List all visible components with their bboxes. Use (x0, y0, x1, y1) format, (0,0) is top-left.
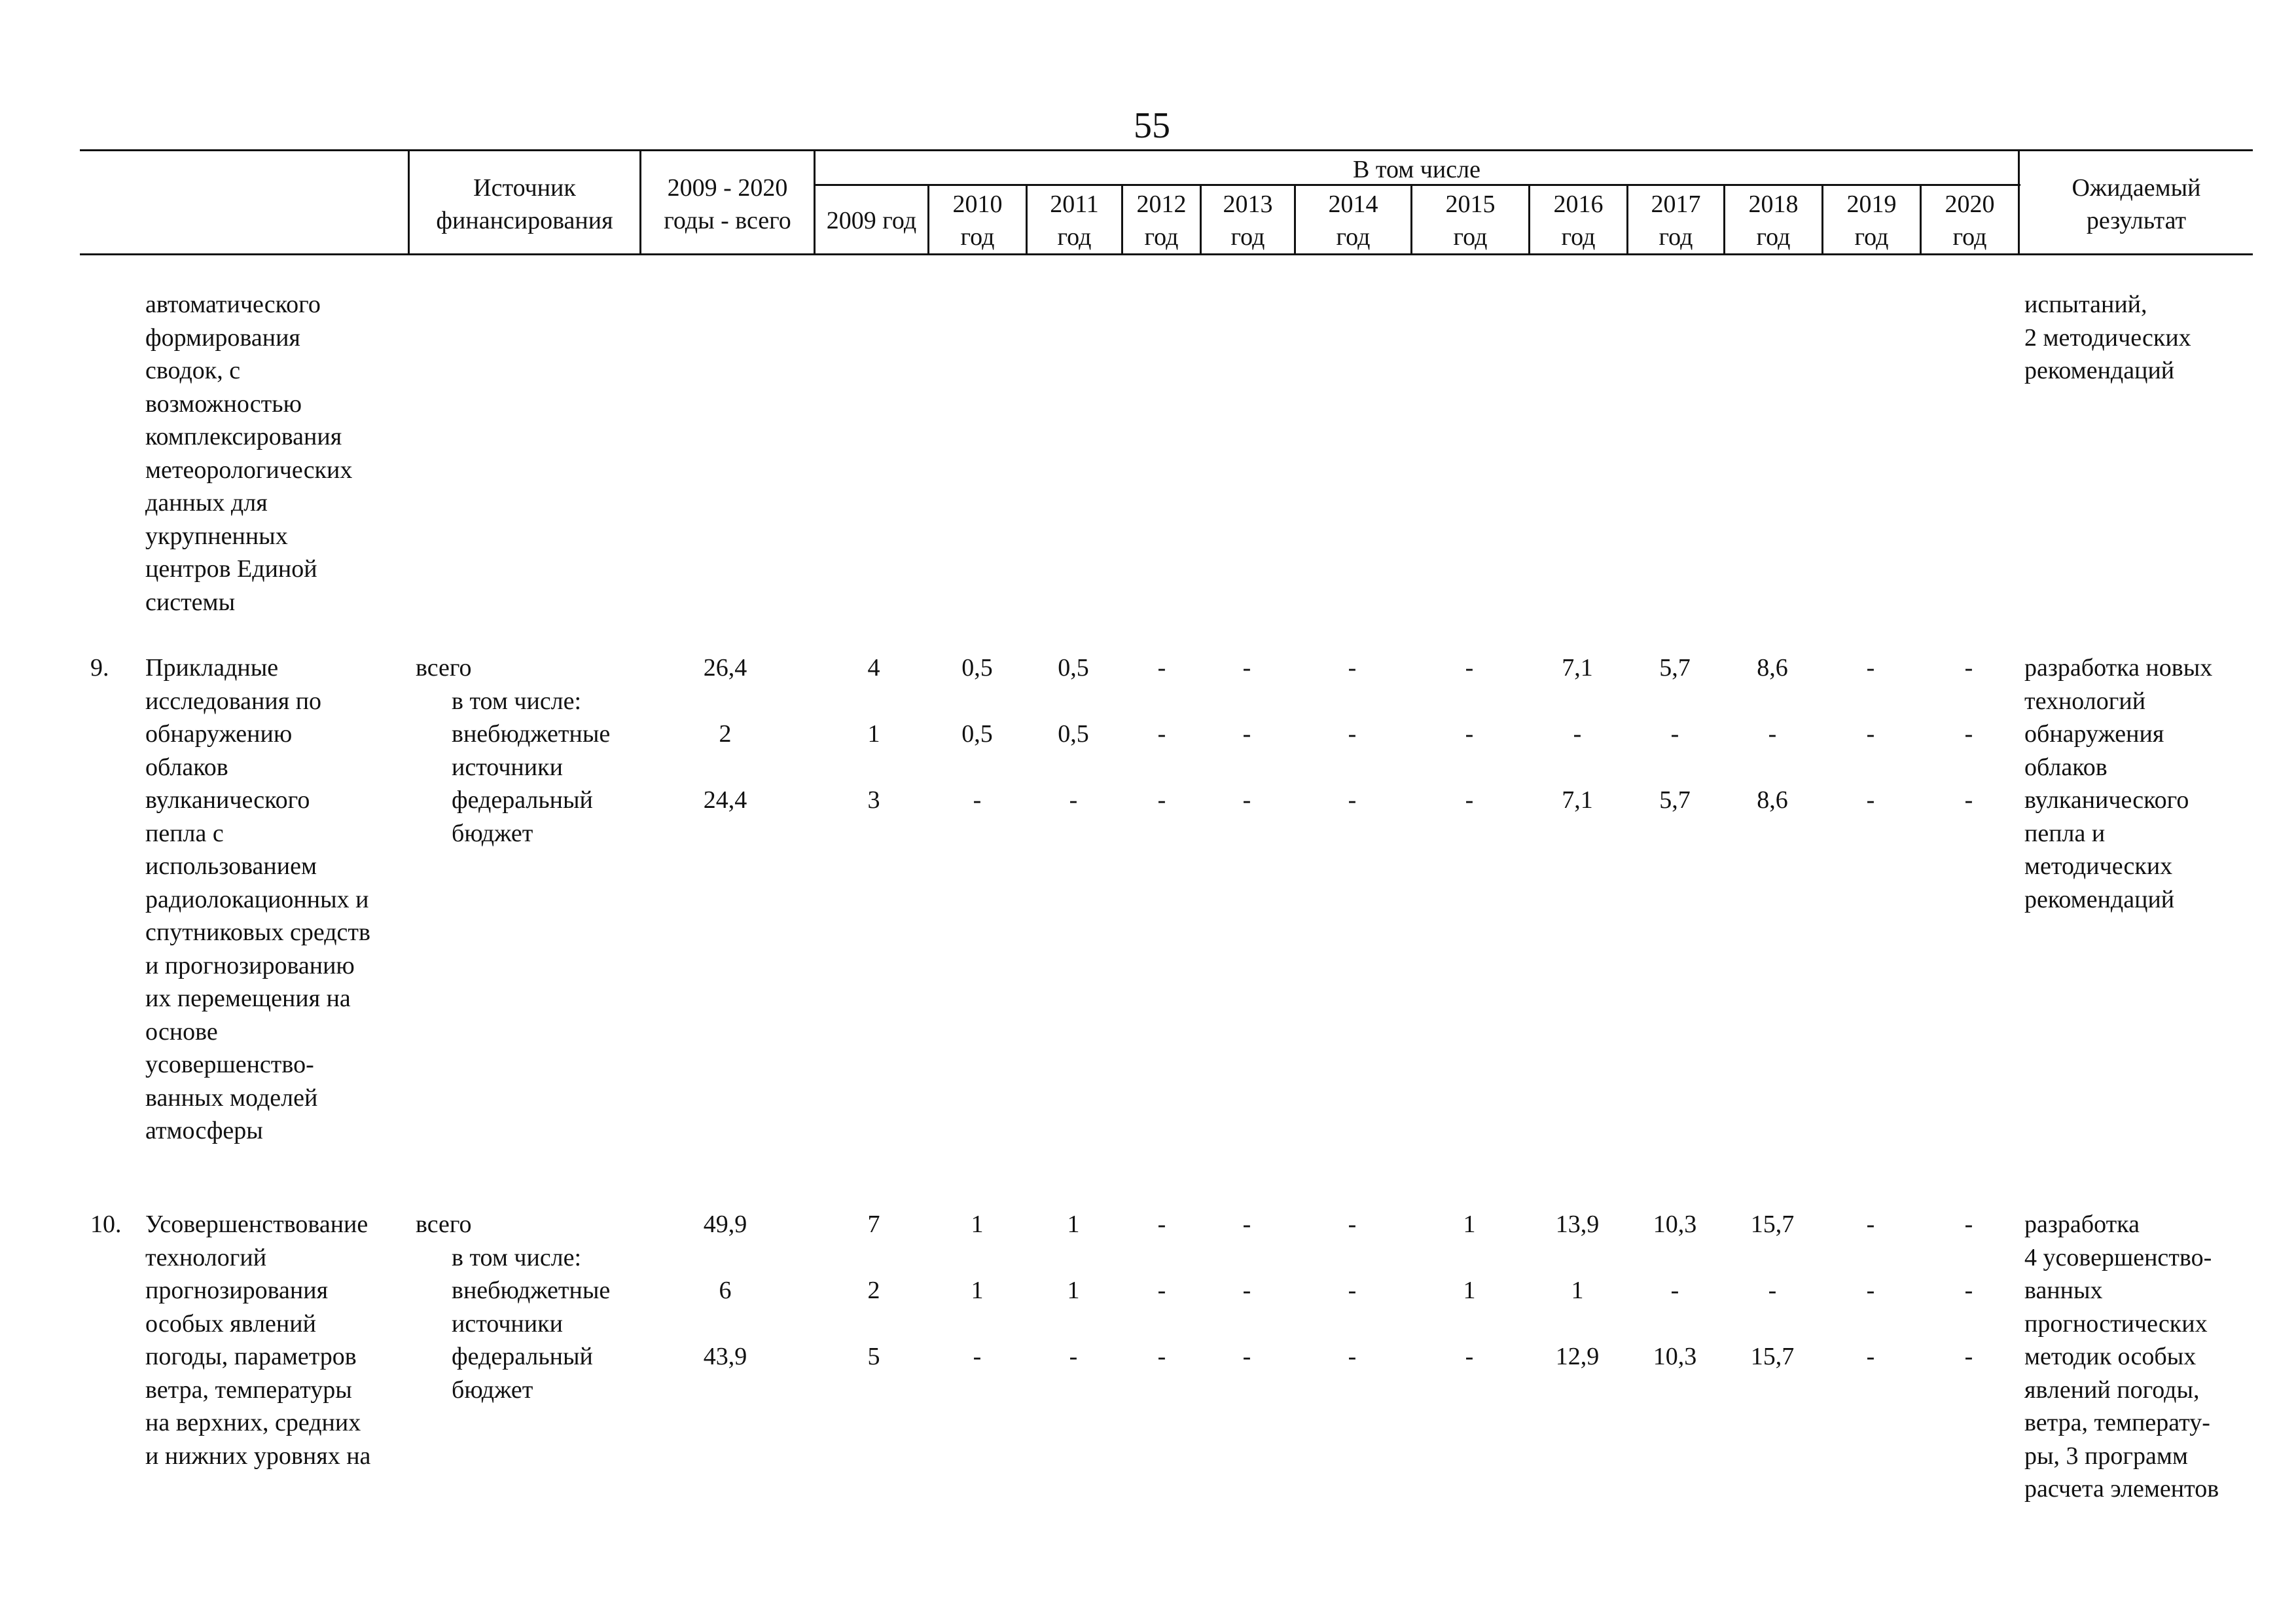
item-name-line: спутниковых средств (145, 919, 370, 946)
value-cell: - (1242, 1343, 1251, 1370)
value-cell: 7,1 (1562, 786, 1593, 814)
value-cell: - (1069, 786, 1078, 814)
value-cell: 10,3 (1653, 1343, 1697, 1370)
item-number: 9. (90, 654, 109, 682)
header-year-2019: 2019 год (1846, 191, 1897, 251)
item-result-line: явлений погоды, (2024, 1376, 2200, 1404)
value-cell: 1 (971, 1211, 984, 1238)
continued-name-line: укрупненных (145, 522, 288, 550)
value-cell: 5,7 (1659, 786, 1691, 814)
continued-name-line: сводок, с (145, 357, 241, 384)
header-year-2018: 2018 год (1748, 191, 1799, 251)
value-cell: - (1866, 1211, 1875, 1238)
value-cell: - (1348, 720, 1357, 748)
value-cell: 1 (1067, 1277, 1080, 1304)
continued-result-line: рекомендаций (2024, 357, 2175, 384)
header-year-2017: 2017 год (1651, 191, 1701, 251)
value-cell: - (1242, 654, 1251, 682)
value-cell: - (1348, 1211, 1357, 1238)
value-cell: 24,4 (703, 786, 747, 814)
item-name-line: Усовершенствование (145, 1211, 368, 1238)
value-cell: 5,7 (1659, 654, 1691, 682)
continued-name-line: формирования (145, 323, 300, 352)
item-name-line: вулканического (145, 786, 310, 814)
item-result-line: 4 усовершенство- (2024, 1243, 2212, 1271)
header-result: Ожидаемый результат (2072, 174, 2201, 234)
value-cell: 0,5 (1058, 720, 1089, 748)
value-cell: 5 (867, 1343, 880, 1370)
value-cell: 0,5 (961, 654, 993, 682)
value-cell: - (1242, 1211, 1251, 1238)
continued-name-line: автоматического (145, 291, 321, 318)
value-cell: - (1157, 786, 1166, 814)
value-cell: 6 (719, 1277, 732, 1304)
value-cell: - (1866, 720, 1875, 748)
value-cell: - (1465, 720, 1474, 748)
value-cell: - (1157, 720, 1166, 748)
value-cell: 2 (719, 720, 732, 748)
value-cell: - (1157, 1277, 1166, 1304)
header-year-2014: 2014 год (1328, 191, 1378, 251)
header-year-2010: 2010 год (952, 191, 1003, 251)
item-result-line: облаков (2024, 753, 2108, 781)
value-cell: - (1964, 654, 1973, 682)
value-cell: - (1348, 1277, 1357, 1304)
item-result-line: разработка (2024, 1211, 2140, 1238)
value-cell: - (1964, 786, 1973, 814)
value-cell: - (1964, 1343, 1973, 1370)
value-cell: 15,7 (1750, 1343, 1795, 1370)
item-result-line: ванных (2024, 1277, 2103, 1304)
continued-name-line: данных для (145, 489, 268, 517)
source-label: источники (452, 1309, 563, 1338)
source-label: в том числе: (452, 1243, 582, 1271)
item-name-line: Прикладные (145, 654, 279, 682)
item-result-line: прогностических (2024, 1309, 2208, 1338)
value-cell: - (1465, 654, 1474, 682)
item-result-line: расчета элементов (2024, 1475, 2219, 1503)
item-name-line: прогнозирования (145, 1277, 329, 1304)
header-year-2016: 2016 год (1553, 191, 1604, 251)
value-cell: 49,9 (703, 1211, 747, 1238)
item-name-line: основе (145, 1017, 218, 1046)
item-name-line: на верхних, средних (145, 1409, 361, 1436)
item-result-line: методических (2024, 852, 2173, 880)
value-cell: 1 (971, 1277, 984, 1304)
value-cell: 43,9 (703, 1343, 747, 1370)
continued-result-line: 2 методических (2024, 323, 2191, 352)
value-cell: - (1866, 1277, 1875, 1304)
continued-name-line: центров Единой (145, 555, 317, 583)
value-cell: - (1573, 720, 1582, 748)
item-name-line: ванных моделей (145, 1084, 318, 1112)
value-cell: - (1242, 1277, 1251, 1304)
header-year-2013: 2013 год (1223, 191, 1273, 251)
value-cell: - (1964, 1277, 1973, 1304)
header-year-2011: 2011 год (1050, 191, 1099, 251)
value-cell: - (1964, 1211, 1973, 1238)
item-name-line: погоды, параметров (145, 1343, 357, 1370)
header-year-2012: 2012 год (1136, 191, 1187, 251)
item-result-line: ры, 3 программ (2024, 1442, 2188, 1470)
value-cell: - (1348, 786, 1357, 814)
item-name-line: использованием (145, 852, 317, 880)
item-name-line: и нижних уровнях на (145, 1442, 371, 1470)
continued-result-line: испытаний, (2024, 291, 2147, 318)
value-cell: - (973, 786, 982, 814)
item-result-line: рекомендаций (2024, 885, 2175, 913)
header-year-2009: 2009 год (826, 207, 917, 234)
item-result-line: пепла и (2024, 819, 2106, 847)
continued-name-line: комплексирования (145, 423, 342, 450)
source-label: в том числе: (452, 687, 582, 715)
value-cell: 2 (867, 1277, 880, 1304)
value-cell: - (1964, 720, 1973, 748)
header-year-2020: 2020 год (1945, 191, 1995, 251)
value-cell: 0,5 (1058, 654, 1089, 682)
item-result-line: методик особых (2024, 1343, 2197, 1370)
item-result-line: разработка новых (2024, 654, 2213, 682)
source-label: внебюджетные (452, 720, 611, 748)
value-cell: - (1670, 1277, 1679, 1304)
value-cell: - (1670, 720, 1679, 748)
value-cell: 3 (867, 786, 880, 814)
value-cell: 1 (1463, 1277, 1476, 1304)
source-label: бюджет (452, 819, 533, 847)
item-result-line: обнаружения (2024, 720, 2164, 748)
value-cell: 1 (1571, 1277, 1584, 1304)
page-number: 55 (1134, 105, 1170, 146)
value-cell: 13,9 (1555, 1211, 1600, 1238)
value-cell: - (1157, 654, 1166, 682)
source-label: всего (416, 1211, 472, 1238)
source-label: федеральный (452, 1343, 593, 1370)
item-name-line: особых явлений (145, 1309, 316, 1338)
value-cell: - (1866, 654, 1875, 682)
source-label: бюджет (452, 1376, 533, 1404)
item-name-line: атмосферы (145, 1117, 263, 1144)
item-name-line: усовершенство- (145, 1051, 314, 1078)
item-result-line: технологий (2024, 687, 2146, 715)
item-number: 10. (90, 1211, 122, 1238)
value-cell: 8,6 (1757, 786, 1788, 814)
item-name-line: облаков (145, 753, 228, 781)
table-top-border (80, 149, 2253, 151)
value-cell: - (1768, 1277, 1777, 1304)
value-cell: 0,5 (961, 720, 993, 748)
item-name-line: обнаружению (145, 720, 293, 748)
value-cell: - (1768, 720, 1777, 748)
item-name-line: радиолокационных и (145, 885, 369, 913)
value-cell: 1 (1067, 1211, 1080, 1238)
value-cell: - (1866, 786, 1875, 814)
value-cell: - (1465, 786, 1474, 814)
item-result-line: вулканического (2024, 786, 2189, 814)
value-cell: 1 (1463, 1211, 1476, 1238)
item-name-line: их перемещения на (145, 985, 351, 1012)
value-cell: - (1242, 786, 1251, 814)
value-cell: 8,6 (1757, 654, 1788, 682)
value-cell: 7,1 (1562, 654, 1593, 682)
header-total: 2009 - 2020 годы - всего (664, 174, 791, 234)
value-cell: 7 (867, 1211, 880, 1238)
value-cell: - (1242, 720, 1251, 748)
value-cell: - (1157, 1343, 1166, 1370)
source-label: источники (452, 753, 563, 781)
value-cell: 4 (867, 654, 880, 682)
item-name-line: пепла с (145, 819, 224, 847)
value-cell: - (1348, 1343, 1357, 1370)
item-name-line: ветра, температуры (145, 1376, 352, 1404)
value-cell: - (973, 1343, 982, 1370)
item-name-line: и прогнозированию (145, 951, 355, 979)
value-cell: 26,4 (703, 654, 747, 682)
table-header-bottom-border (80, 253, 2253, 255)
header-source: Источник финансирования (436, 174, 613, 234)
source-label: всего (416, 654, 472, 682)
value-cell: 1 (867, 720, 880, 748)
item-name-line: исследования по (145, 687, 322, 715)
value-cell: - (1348, 654, 1357, 682)
header-in-total: В том числе (1353, 156, 1480, 183)
source-label: федеральный (452, 786, 593, 814)
continued-name-line: возможностью (145, 390, 302, 418)
item-result-line: ветра, температу- (2024, 1409, 2210, 1436)
value-cell: 15,7 (1750, 1211, 1795, 1238)
value-cell: - (1866, 1343, 1875, 1370)
item-name-line: технологий (145, 1243, 267, 1271)
continued-name-line: системы (145, 588, 236, 616)
header-year-2015: 2015 год (1445, 191, 1496, 251)
source-label: внебюджетные (452, 1277, 611, 1304)
value-cell: - (1069, 1343, 1078, 1370)
value-cell: 10,3 (1653, 1211, 1697, 1238)
value-cell: - (1465, 1343, 1474, 1370)
value-cell: 12,9 (1555, 1343, 1600, 1370)
continued-name-line: метеорологических (145, 456, 353, 484)
value-cell: - (1157, 1211, 1166, 1238)
